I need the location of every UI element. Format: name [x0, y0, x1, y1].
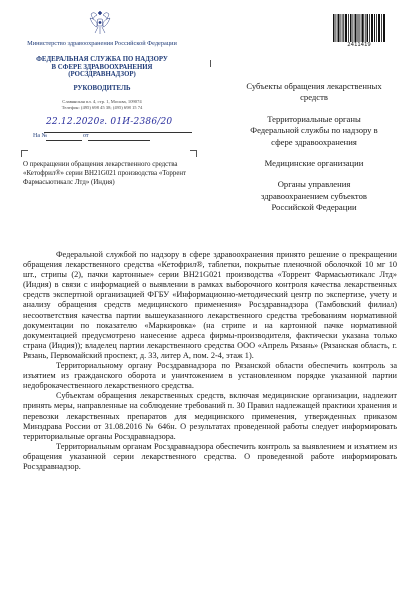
agency-address-block — [22, 99, 182, 111]
agency-name-line2: В СФЕРЕ ЗДРАВООХРАНЕНИЯ — [51, 63, 153, 71]
barcode-icon — [333, 14, 385, 42]
agency-name-line1: ФЕДЕРАЛЬНАЯ СЛУЖБА ПО НАДЗОРУ — [36, 56, 168, 63]
body-paragraph-2: Территориальному органу Росздравнадзора по Рязанской области обеспечить контроль за изъятием из гражданского оборота и уничтожением в установленном порядке указанной партии недоброкачественного лекарственного средства. — [23, 361, 397, 391]
agency-name — [22, 56, 182, 79]
ministry-name: Министерство здравоохранения Российской Федерации — [27, 40, 177, 47]
body-paragraph-4: Территориальным органам Росздравнадзора обеспечить контроль за выявлением и изъятием из обращения указанной серии лекарственного средства. О проведенной работе информировать Росздравнадзор. — [23, 441, 397, 471]
handwritten-date-number: 22.12.2020г. 01И-2386/20 — [46, 117, 173, 127]
letter-body — [23, 250, 397, 472]
subject-corner-mark — [190, 150, 197, 157]
barcode-number: 2411419 — [347, 42, 371, 48]
body-paragraph-3: Субъектам обращения лекарственных средств, включая медицинские организации, надлежит принять меры, направленные на соблюдение требований п. 30 Правил надлежащей практики хранения и перевозки лекарственных препаратов для медицинского применения, утвержденных приказом Минздрава России от 31.08.2016 № 646н. О результатах проведенной работы следует информировать территориальные органы Росздравнадзора. — [23, 391, 397, 441]
subject-corner-mark — [21, 150, 28, 157]
letter-subject: О прекращении обращения лекарственного средства «Кетофрил®» серии BH21G021 производства «Торрент Фармасьютикалс Лтд» (Индия) — [23, 161, 187, 187]
reference-number-line — [46, 140, 82, 141]
recipient-1: Субъекты обращения лекарственных средств — [246, 81, 382, 103]
recipient-3: Медицинские организации — [264, 158, 364, 169]
recipients-block — [244, 81, 384, 224]
reference-date-label: от — [83, 133, 89, 139]
agency-phone: Телефон: (495) 698 45 38; (495) 698 15 74 — [61, 104, 143, 110]
recipient-4: Органы управления здравоохранением субъектов Российской Федерации — [261, 179, 367, 213]
agency-abbreviation: (РОСЗДРАВНАДЗОР) — [68, 71, 136, 79]
recipient-2: Территориальные органы Федеральной службы по надзору в сфере здравоохранения — [250, 113, 378, 147]
agency-address: Славянская пл. 4, стр. 1, Москва, 109074 — [62, 99, 142, 104]
reference-date-line — [88, 140, 150, 141]
body-paragraph-1: Федеральной службой по надзору в сфере здравоохранения принято решение о прекращении обращения лекарственного средства «Кетофрил®, таблетки, покрытые пленочной оболочкой 10 мг 10 шт., стрипы (2), пачки картонные» серии BH21G021 производства «Торрент Фармасьютикалс Лтд» (Индия) в связи с информацией о выявлении в рамках выборочного контроля качества лекарственных средств экспертной организацией ФГБУ «Информационно-методический центр по экспертизе, учету и анализу обращения средств медицинского применения» Росздравнадзора (Тамбовский филиал) несоответствия качества партии вышеуказанного лекарственного средства требованиям нормативной документации по показателю «Маркировка» (на стрипе и на картонной пачке нормативной документацией предусмотрено нанесение адреса фирмы-производителя, фактически указана только страна (Индия)); владелец партии лекарственного средства ООО «Апрель Рязань» (Рязанская область, г. Рязань, Первомайский проспект, д. 33, литер А, пом. 2-4, этаж 1). — [23, 250, 397, 360]
signatory-role: РУКОВОДИТЕЛЬ — [73, 85, 131, 92]
reference-number-label: На № — [33, 133, 48, 139]
double-headed-eagle-emblem-icon — [87, 8, 113, 38]
recipient-corner-mark — [210, 60, 211, 67]
